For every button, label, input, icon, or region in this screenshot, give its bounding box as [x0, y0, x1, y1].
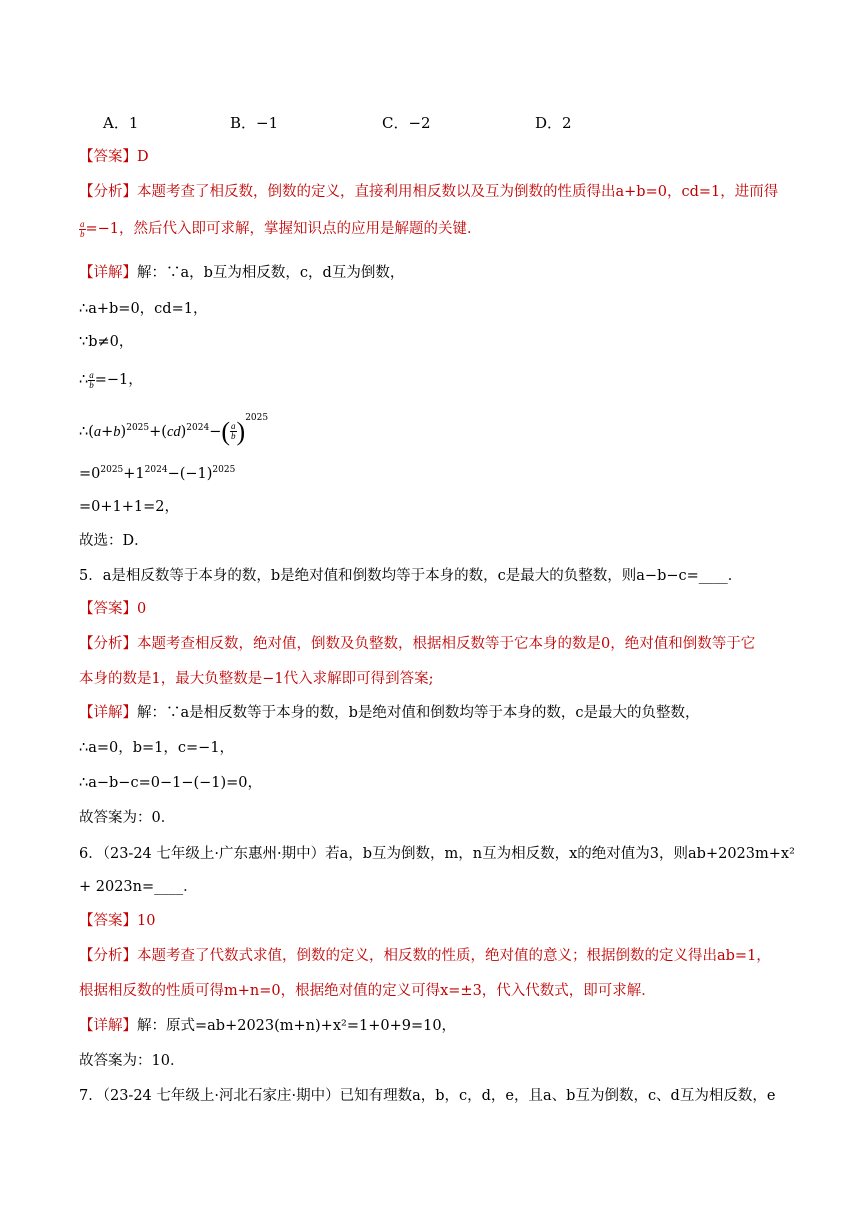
analysis-label: 【分析】: [79, 184, 137, 200]
q5-answer: 【答案】0: [79, 601, 147, 617]
analysis-text: 本题考查了相反数，倒数的定义，直接利用相反数以及互为倒数的性质得出a+b=0，cd=1，进而得: [137, 184, 779, 200]
detail-text: 解：∵a，b互为相反数，c，d互为倒数，: [137, 265, 405, 281]
analysis-text-2: =−1，然后代入即可求解，掌握知识点的应用是解题的关键．: [85, 221, 482, 237]
q7-question-line1: 7．（23-24 七年级上·河北石家庄·期中）已知有理数a，b，c，d，e，且a、b互为倒数，c、d互为相反数，e: [79, 1088, 776, 1104]
q4-step3: [79, 370, 143, 390]
detail-text: 解：∵a是相反数等于本身的数，b是绝对值和倒数均等于本身的数，c是最大的负整数，: [137, 705, 700, 721]
option-d: D．2: [535, 114, 572, 132]
analysis-label: 【分析】: [79, 948, 137, 964]
q6-answer: 【答案】10: [79, 913, 156, 929]
q5-detail-line1: [79, 703, 700, 723]
detail-text: 解：原式=ab+2023(m+n)+x²=1+0+9=10，: [137, 1018, 457, 1034]
q5-analysis-line1: [79, 634, 755, 654]
detail-label: 【详解】: [79, 705, 137, 721]
option-a: A．1: [103, 114, 139, 132]
q5-question: 5．a是相反数等于本身的数，b是绝对值和倒数均等于本身的数，c是最大的负整数，则a−b−c=____．: [79, 568, 743, 584]
q4-step6: =0+1+1=2，: [79, 499, 179, 515]
option-b: B．−1: [230, 114, 279, 132]
q6-analysis-line1: [79, 946, 771, 966]
detail-label: 【详解】: [79, 1018, 137, 1034]
option-c: C．−2: [382, 114, 431, 132]
step3-fraction: $\frac{a}{b}$: [89, 369, 94, 390]
detail-label: 【详解】: [79, 265, 137, 281]
q4-analysis-line2: [79, 219, 482, 239]
q4-conclusion: 故选：D．: [79, 533, 149, 549]
q4-step2: ∵b≠0，: [79, 334, 134, 350]
q4-step5: $=0^{2025}+1^{2024}-(-1)^{2025}$: [79, 465, 236, 482]
q5-conclusion: 故答案为：0．: [79, 810, 176, 826]
step3-prefix: ∴: [79, 372, 89, 388]
q4-answer: 【答案】D: [79, 149, 149, 165]
analysis-label: 【分析】: [79, 636, 137, 652]
q6-question-line1: 6．（23-24 七年级上·广东惠州·期中）若a，b互为倒数，m，n互为相反数，x的绝对值为3，则ab+2023m+x²: [79, 846, 795, 862]
q4-detail-line1: [79, 263, 404, 283]
q6-detail-line1: [79, 1016, 456, 1036]
q4-step1: ∴a+b=0，cd=1，: [79, 301, 208, 317]
q5-analysis-line2: 本身的数是1，最大负整数是−1代入求解即可得到答案;: [79, 671, 434, 687]
q5-step2: ∴a−b−c=0−1−(−1)=0，: [79, 775, 263, 791]
analysis-text: 本题考查了代数式求值，倒数的定义，相反数的性质，绝对值的意义；根据倒数的定义得出ab=1，: [137, 948, 771, 964]
q5-step1: ∴a=0，b=1，c=−1，: [79, 740, 235, 756]
q4-analysis-line1: [79, 182, 778, 202]
q6-question-line2: + 2023n=____．: [79, 879, 198, 895]
analysis-text: 本题考查相反数，绝对值，倒数及负整数，根据相反数等于它本身的数是0，绝对值和倒数等于它: [137, 636, 756, 652]
fraction-a-over-b: $\frac{a}{b}$: [80, 218, 85, 239]
q6-analysis-line2: 根据相反数的性质可得m+n=0，根据绝对值的定义可得x=±3，代入代数式，即可求解．: [79, 983, 656, 999]
q6-conclusion: 故答案为：10．: [79, 1053, 185, 1069]
q4-step4: $\therefore(a+b)^{2025}+(cd)^{2024}-$( $\frac{a}{b}$ )$^{2025}$: [79, 413, 269, 446]
step3-suffix: =−1，: [94, 372, 143, 388]
